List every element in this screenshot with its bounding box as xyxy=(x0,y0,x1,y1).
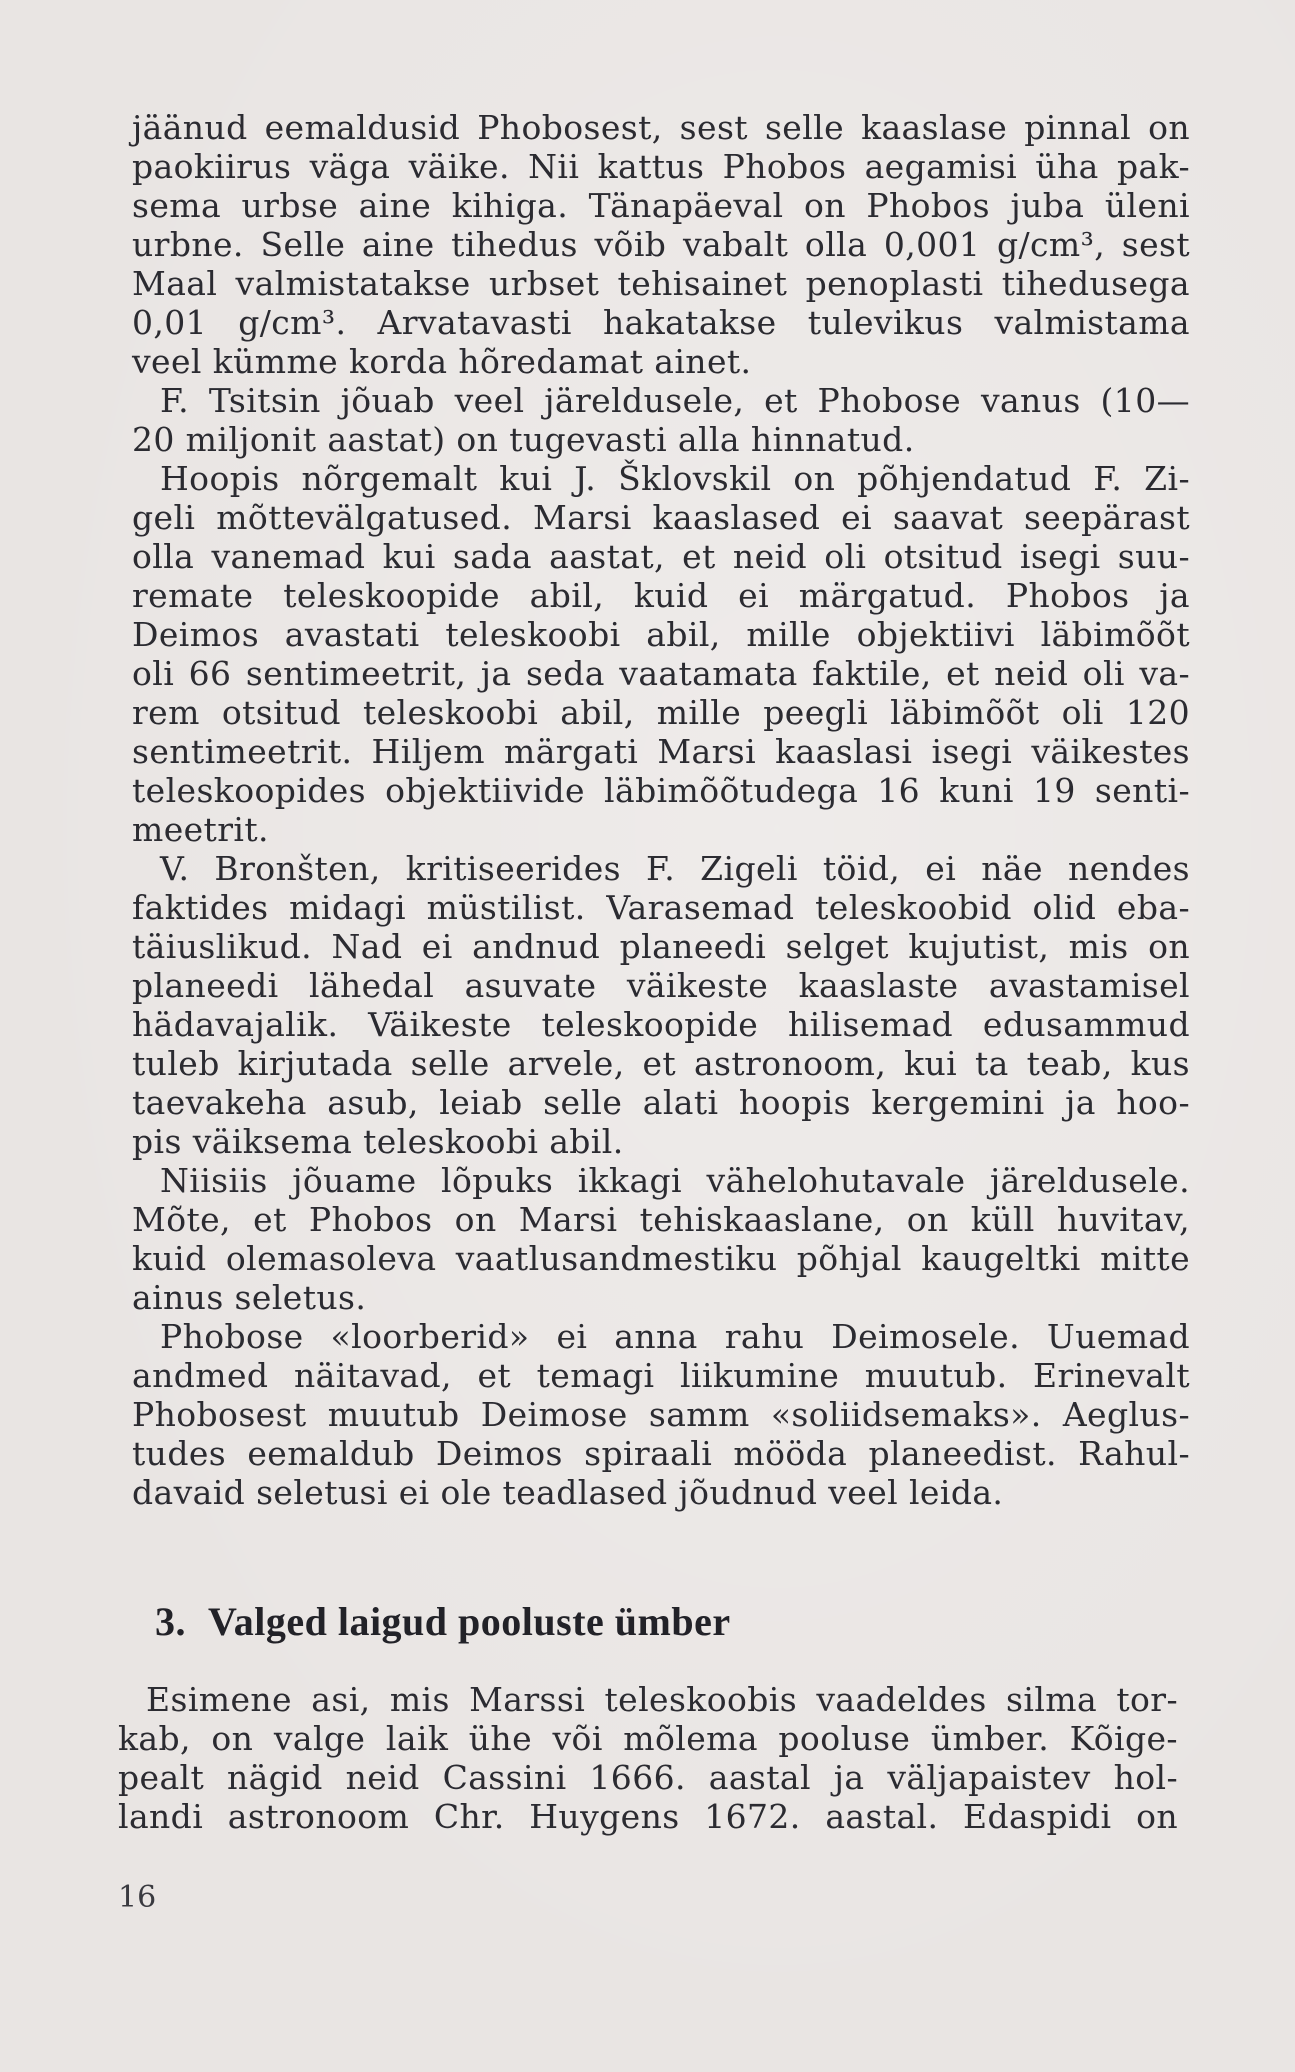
text-line: 20 miljonit aastat) on tugevasti alla hinnatud. xyxy=(132,420,915,459)
text-line: meetrit. xyxy=(132,810,269,849)
text-line: kab, on valge laik ühe või mõlema pooluse ümber. Kõige- xyxy=(118,1719,1178,1758)
body-text-block-2 xyxy=(118,1680,1178,1836)
text-line: tuleb kirjutada selle arvele, et astronoom, kui ta teab, kus xyxy=(132,1044,1190,1083)
section-title: Valged laigud pooluste ümber xyxy=(208,1599,731,1644)
text-line: landi astronoom Chr. Huygens 1672. aastal. Edaspidi on xyxy=(118,1797,1178,1836)
text-line: rem otsitud teleskoobi abil, mille peegli läbimõõt oli 120 xyxy=(132,693,1190,732)
text-line: paokiirus väga väike. Nii kattus Phobos aegamisi üha pak- xyxy=(132,147,1190,186)
text-line: olla vanemad kui sada aastat, et neid oli otsitud isegi suu- xyxy=(132,537,1190,576)
text-line: Mõte, et Phobos on Marsi tehiskaaslane, on küll huvitav, xyxy=(132,1200,1190,1239)
text-line: Maal valmistatakse urbset tehisainet penoplasti tihedusega xyxy=(132,264,1190,303)
section-heading xyxy=(155,1598,731,1645)
text-line: Phobose «loorberid» ei anna rahu Deimosele. Uuemad xyxy=(160,1317,1190,1356)
text-line: hädavajalik. Väikeste teleskoopide hilisemad edusammud xyxy=(132,1005,1190,1044)
body-text-block-1 xyxy=(132,108,1190,1512)
text-line: sema urbse aine kihiga. Tänapäeval on Phobos juba üleni xyxy=(132,186,1190,225)
text-line: tudes eemaldub Deimos spiraali mööda planeedist. Rahul- xyxy=(132,1434,1190,1473)
text-line: jäänud eemaldusid Phobosest, sest selle kaaslase pinnal on xyxy=(132,108,1190,147)
text-line: Phobosest muutub Deimose samm «soliidsemaks». Aeglus- xyxy=(132,1395,1190,1434)
text-line: veel kümme korda hõredamat ainet. xyxy=(132,342,752,381)
text-line: Esimene asi, mis Marssi teleskoobis vaadeldes silma tor- xyxy=(146,1680,1178,1719)
text-line: 0,01 g/cm³. Arvatavasti hakatakse tulevikus valmistama xyxy=(132,303,1190,342)
text-line: faktides midagi müstilist. Varasemad teleskoobid olid eba- xyxy=(132,888,1190,927)
text-line: V. Bronšten, kritiseerides F. Zigeli töid, ei näe nendes xyxy=(160,849,1190,888)
text-line: pis väiksema teleskoobi abil. xyxy=(132,1122,624,1161)
text-line: planeedi lähedal asuvate väikeste kaaslaste avastamisel xyxy=(132,966,1190,1005)
text-line: Deimos avastati teleskoobi abil, mille objektiivi läbimõõt xyxy=(132,615,1190,654)
text-line: davaid seletusi ei ole teadlased jõudnud veel leida. xyxy=(132,1473,1004,1512)
text-line: pealt nägid neid Cassini 1666. aastal ja väljapaistev hol- xyxy=(118,1758,1178,1797)
text-line: remate teleskoopide abil, kuid ei märgatud. Phobos ja xyxy=(132,576,1190,615)
text-line: oli 66 sentimeetrit, ja seda vaatamata faktile, et neid oli va- xyxy=(132,654,1190,693)
text-line: taevakeha asub, leiab selle alati hoopis kergemini ja hoo- xyxy=(132,1083,1190,1122)
text-line: andmed näitavad, et temagi liikumine muutub. Erinevalt xyxy=(132,1356,1190,1395)
page-number: 16 xyxy=(118,1880,157,1915)
text-line: kuid olemasoleva vaatlusandmestiku põhjal kaugeltki mitte xyxy=(132,1239,1190,1278)
text-line: teleskoopides objektiivide läbimõõtudega 16 kuni 19 senti- xyxy=(132,771,1190,810)
text-line: Hoopis nõrgemalt kui J. Šklovskil on põhjendatud F. Zi- xyxy=(160,459,1190,498)
text-line: ainus seletus. xyxy=(132,1278,367,1317)
text-line: geli mõttevälgatused. Marsi kaaslased ei saavat seepärast xyxy=(132,498,1190,537)
section-number: 3. xyxy=(155,1599,186,1644)
text-line: täiuslikud. Nad ei andnud planeedi selget kujutist, mis on xyxy=(132,927,1190,966)
text-line: urbne. Selle aine tihedus võib vabalt olla 0,001 g/cm³, sest xyxy=(132,225,1190,264)
text-line: F. Tsitsin jõuab veel järeldusele, et Phobose vanus (10— xyxy=(160,381,1190,420)
text-line: sentimeetrit. Hiljem märgati Marsi kaaslasi isegi väikestes xyxy=(132,732,1190,771)
text-line: Niisiis jõuame lõpuks ikkagi vähelohutavale järeldusele. xyxy=(160,1161,1190,1200)
